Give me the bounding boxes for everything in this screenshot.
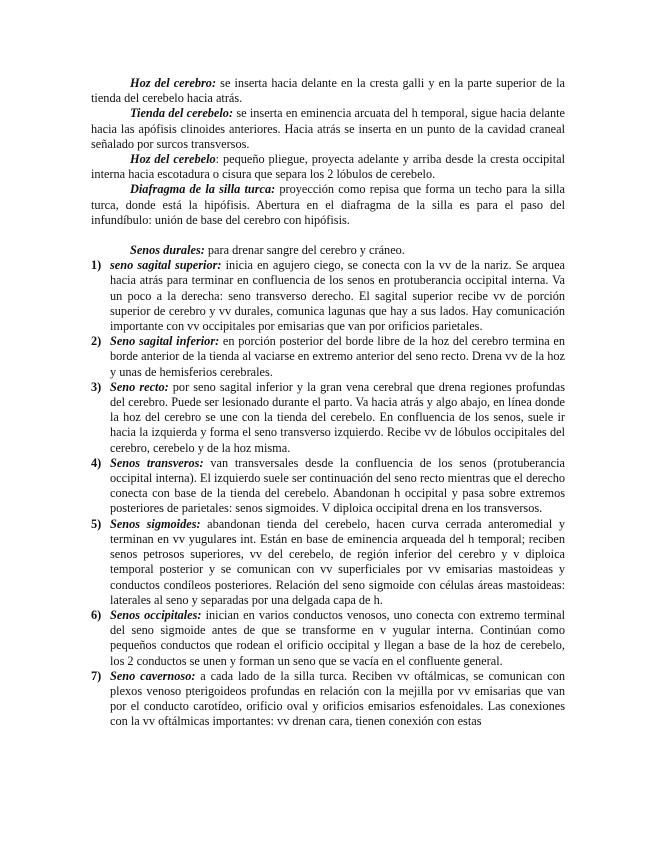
list-number: 3) xyxy=(91,379,102,394)
list-item xyxy=(91,608,565,669)
list-item xyxy=(91,258,565,334)
list-item-text: abandonan tienda del cerebelo, hacen curva cerrada anteromedial y terminan en vv yugulares int. Están en base de eminencia arqueada del h temporal; reciben senos petrosos superiores, vv del cerebelo, de región inferior del cerebro y v diploica temporal posterior y se comunican con vv superficiales por vv emisarias mastoideas y conductos condíleos posteriores. Relación del seno sigmoide con células áreas mastoideas: laterales al seno y separadas por una delgada capa de h. xyxy=(110,516,565,607)
paragraph-hoz-del-cerebro xyxy=(91,76,565,106)
list-number: 1) xyxy=(91,258,102,273)
list-item-text: a cada lado de la silla turca. Reciben vv oftálmicas, se comunican con plexos venoso pterigoideos profundas en relación con la mejilla por vv emisarias que van por el conducto carotídeo, orificio oval y orificios emisarios esfenoidales. Las conexiones con la vv oftálmicas importantes: vv drenan cara, tienen conexión con estas xyxy=(110,668,565,729)
term-label: Diafragma de la silla turca: xyxy=(130,182,276,197)
term-label: Seno cavernoso: xyxy=(110,668,196,683)
term-label: Seno sagital inferior: xyxy=(110,334,220,349)
list-item-text: van transversales desde la confluencia de los senos (protuberancia occipital interna). El izquierdo suele ser continuación del seno recto mientras que el derecho conecta con base de la tienda del cerebelo. Abandonan h occipital y pasa sobre extremos posteriores de parietales: senos sigmoides. V diploica occipital drena en los transversos. xyxy=(110,455,565,516)
paragraph-hoz-del-cerebelo xyxy=(91,152,565,182)
paragraph-diafragma-silla-turca xyxy=(91,182,565,228)
list-number: 5) xyxy=(91,516,102,531)
paragraph-text: se inserta en eminencia arcuata del h temporal, sigue hacia delante hacia las apófisis clinoides anteriores. Hacia atrás se inserta en un punto de la cavidad craneal señalado por surcos transversos. xyxy=(91,106,566,151)
term-label: Hoz del cerebro: xyxy=(130,76,217,90)
term-label: Seno recto: xyxy=(110,379,169,394)
term-label: Tienda del cerebelo: xyxy=(130,106,234,121)
blank-line xyxy=(91,228,565,243)
list-item xyxy=(91,456,565,517)
list-number: 4) xyxy=(91,455,102,470)
paragraph-text: : pequeño pliegue, proyecta adelante y arriba desde la cresta occipital interna hacia escotadura o cisura que separa los 2 lóbulos de cerebelo. xyxy=(91,152,565,182)
term-label: Senos transveros: xyxy=(110,455,204,470)
paragraph-tienda-del-cerebelo xyxy=(91,106,565,152)
sinus-list xyxy=(91,258,565,729)
list-item xyxy=(91,517,565,608)
term-label: Senos durales: xyxy=(130,243,205,258)
list-item xyxy=(91,334,565,380)
document-body xyxy=(91,76,565,730)
list-item xyxy=(91,380,565,456)
paragraph-text: para drenar sangre del cerebro y cráneo. xyxy=(204,243,405,258)
list-item-text: por seno sagital inferior y la gran vena cerebral que drena regiones profundas del cerebro. Puede ser lesionado durante el parto. Va hacia atrás y algo abajo, en línea donde la hoz del cerebro se une con la tienda del cerebelo. En confluencia de los senos, suele ir hacia la izquierda y forma el seno transverso izquierdo. Recibe vv de lóbulos occipitales del cerebro, cerebelo y de la hoz misma. xyxy=(110,379,565,455)
list-number: 2) xyxy=(91,334,102,349)
term-label: Senos occipitales: xyxy=(110,607,202,622)
term-label: Hoz del cerebelo xyxy=(130,152,216,167)
list-number: 6) xyxy=(91,607,102,622)
term-label: seno sagital superior: xyxy=(110,258,222,273)
term-label: Senos sigmoides: xyxy=(110,516,201,531)
list-number: 7) xyxy=(91,668,102,683)
paragraph-text: proyección como repisa que forma un techo para la silla turca, donde está la hipófisis. Abertura en el diafragma de la silla es para el paso del infundíbulo: unión de base del cerebro con hipófisis. xyxy=(91,182,565,227)
list-item-text: en porción posterior del borde libre de la hoz del cerebro termina en borde anterior de la tienda al vaciarse en extremo anterior del seno recto. Drena vv de la hoz y unas de hemisferios cerebrales. xyxy=(110,334,565,379)
list-item-text: inicia en agujero ciego, se conecta con la vv de la nariz. Se arquea hacia atrás para terminar en confluencia de los senos en protuberancia occipital interna. Va un poco a la derecha: seno transverso derecho. El sagital superior recibe vv de porción superior de cerebro y vv durales, comunica lagunas que hay a sus lados. Hay comunicación importante con vv occipitales por emisarias que van por orificios parietales. xyxy=(110,258,565,334)
paragraph-text: se inserta hacia delante en la cresta galli y en la parte superior de la tienda del cerebelo hacia atrás. xyxy=(91,76,565,106)
section-heading-senos-durales xyxy=(91,243,565,258)
list-item xyxy=(91,669,565,730)
list-item-text: inician en varios conductos venosos, uno conecta con extremo terminal del seno sigmoide antes de que se transforme en v yugular interna. Continúan como pequeños conductos que rodean el orificio occipital y llegan a base de la hoz de cerebelo, los 2 conductos se unen y forman un seno que se vacía en el confluente general. xyxy=(110,607,565,668)
